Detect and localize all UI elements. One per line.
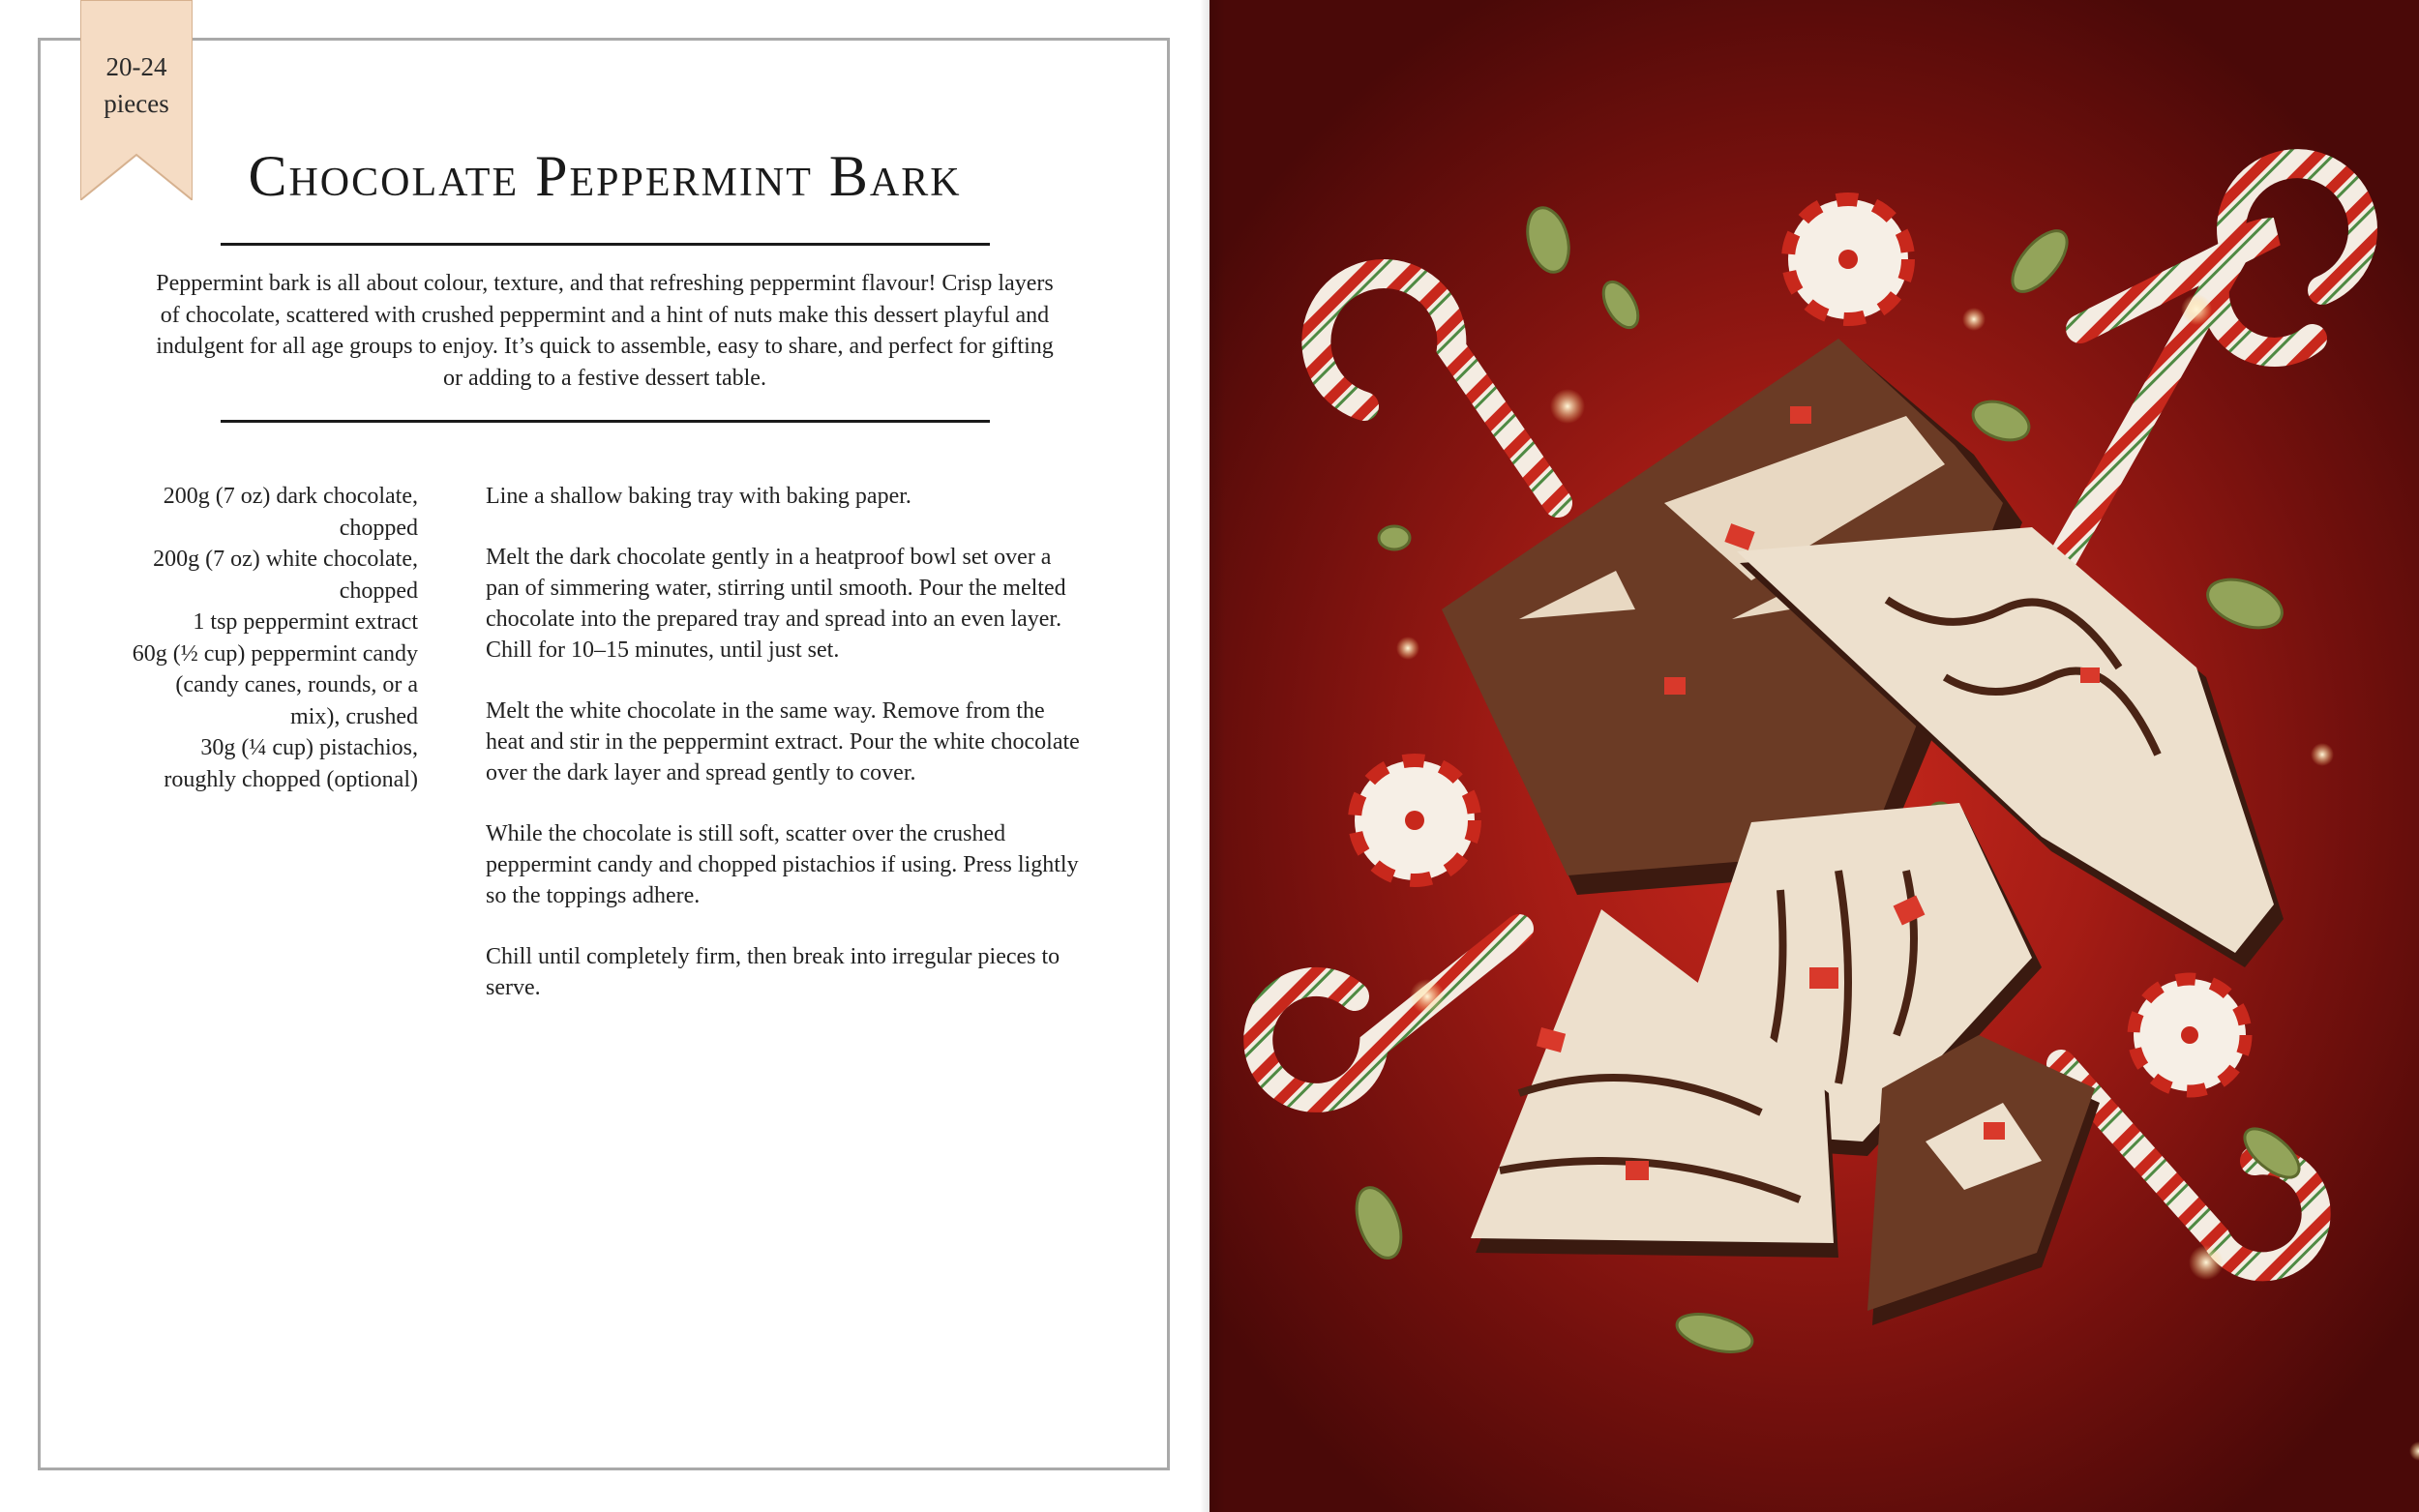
yield-text — [80, 48, 193, 122]
ingredient-item: 60g (½ cup) peppermint candy (candy canes, rounds, or a mix), crushed — [132, 640, 418, 729]
recipe-intro: Peppermint bark is all about colour, texture, and that refreshing peppermint flavour! Crisp layers of chocolate, scattered with crushed peppermint and a hint of nuts make this dessert playful and indulgent for all age groups to enjoy. It’s quick to assemble, easy to share, and perfect for gifting or adding to a festive dessert table. — [156, 271, 1054, 391]
peppermint-bark-illustration — [1210, 0, 2419, 1512]
yield-unit: pieces — [104, 89, 169, 118]
title-divider-top — [221, 243, 990, 246]
yield-count: 20-24 — [105, 52, 167, 81]
method-step: Line a shallow baking tray with baking paper. — [486, 484, 911, 509]
chocolate-bark-piece — [1867, 1035, 2100, 1325]
ingredient-item: 1 tsp peppermint extract — [193, 609, 418, 635]
ingredient-item: 30g (¼ cup) pistachios, roughly chopped (optional) — [164, 735, 418, 792]
ingredient-item: 200g (7 oz) dark chocolate, chopped — [163, 484, 418, 541]
method-steps — [486, 481, 1086, 1033]
ingredient-item: 200g (7 oz) white chocolate, chopped — [153, 547, 418, 604]
method-step: Melt the white chocolate in the same way. Remove from the heat and stir in the peppermint extract. Pour the white chocolate over the dark layer and spread gently to cover. — [486, 698, 1080, 786]
recipe-title: Chocolate Peppermint Bark — [248, 144, 962, 208]
book-gutter — [1200, 0, 1225, 1512]
method-step: While the chocolate is still soft, scatter over the crushed peppermint candy and chopped pistachios if using. Press lightly so the toppings adhere. — [486, 821, 1079, 908]
method-step: Melt the dark chocolate gently in a heatproof bowl set over a pan of simmering water, stirring until smooth. Pour the melted chocolate into the prepared tray and spread into an even layer. Chill for 10–15 minutes, until just set. — [486, 545, 1066, 663]
title-divider-bottom — [221, 420, 990, 423]
ingredient-list — [126, 481, 418, 795]
method-step: Chill until completely firm, then break into irregular pieces to serve. — [486, 944, 1060, 1000]
illustration-art — [1210, 0, 2419, 1512]
